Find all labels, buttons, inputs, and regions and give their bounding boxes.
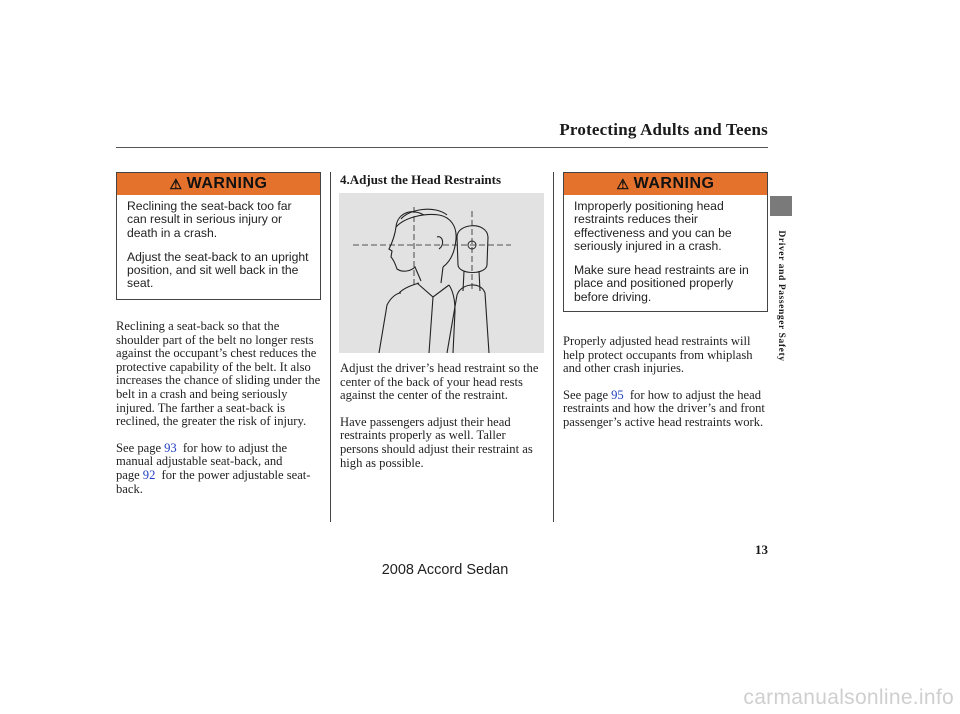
- column-divider-right: [553, 172, 554, 522]
- footer-model-name: 2008 Accord Sedan: [381, 562, 509, 578]
- watermark: carmanualsonline.info: [743, 686, 954, 709]
- see-prefix: See page: [563, 387, 609, 402]
- warning-box-seatback: [116, 172, 321, 300]
- section-number: 4.: [340, 172, 350, 187]
- section-tab-marker: [770, 196, 792, 216]
- section-title: Adjust the Head Restraints: [349, 172, 502, 187]
- warning-paragraph: Make sure head restraints are in place and positioned properly before driving.: [574, 263, 749, 304]
- body-paragraph: Have passengers adjust their head restraints properly as well. Taller persons should adjust their restraint as high as possible.: [340, 414, 533, 470]
- warning-paragraph: Reclining the seat-back too far can result in serious injury or death in a crash.: [127, 199, 292, 240]
- page-title: Protecting Adults and Teens: [559, 120, 768, 139]
- column-divider-left: [330, 172, 331, 522]
- side-section-label: [770, 226, 792, 366]
- head-restraint-illustration: [339, 193, 544, 353]
- page-link-92[interactable]: 92: [142, 467, 156, 482]
- warning-triangle-icon: ⚠: [616, 175, 630, 192]
- body-paragraph: Adjust the driver’s head restraint so the center of the back of your head rests against the center of the restraint.: [340, 361, 539, 403]
- warning-text: [117, 195, 320, 291]
- page-link-93[interactable]: 93: [164, 440, 177, 455]
- warning-box-head-restraints: [563, 172, 768, 312]
- title-divider: [116, 147, 768, 148]
- see-suffix: for the power adjustable seat-back.: [116, 467, 311, 496]
- left-body: [116, 320, 324, 509]
- warning-paragraph: Adjust the seat-back to an upright position, and sit well back in the seat.: [127, 249, 309, 291]
- warning-triangle-icon: ⚠: [169, 175, 183, 192]
- warning-paragraph: Improperly positioning head restraints reduces their effectiveness and you can be seriously injured in a crash.: [574, 199, 732, 253]
- warning-header: [564, 173, 767, 195]
- page-number: 13: [755, 542, 768, 557]
- see-page-paragraph: [116, 442, 324, 496]
- warning-header: [117, 173, 320, 195]
- middle-body: [340, 362, 545, 483]
- see-mid: for how to adjust the manual adjustable seat-back, and page: [116, 440, 288, 482]
- see-page-paragraph: [563, 389, 768, 430]
- see-prefix: See page: [116, 440, 162, 455]
- warning-text: [564, 195, 767, 304]
- head-restraint-drawing: [339, 193, 544, 353]
- section-heading: [340, 172, 501, 188]
- warning-label: WARNING: [633, 175, 715, 192]
- body-paragraph: Properly adjusted head restraints will help protect occupants from whiplash and other crash injuries.: [563, 334, 753, 376]
- see-suffix: for how to adjust the head restraints and how the driver’s and front passenger’s active head restraints work.: [563, 387, 765, 429]
- side-section-label-text: Driver and Passenger Safety: [776, 230, 786, 362]
- right-body: [563, 335, 768, 443]
- page-link-95[interactable]: 95: [611, 387, 624, 402]
- body-paragraph: Reclining a seat-back so that the shoulder part of the belt no longer rests against the occupant’s chest reduces the protective capability of the belt. It also increases the chance of sliding under the belt in a crash and being seriously injured. The farther a seat-back is reclined, the greater the risk of injury.: [116, 319, 321, 429]
- warning-label: WARNING: [186, 175, 268, 192]
